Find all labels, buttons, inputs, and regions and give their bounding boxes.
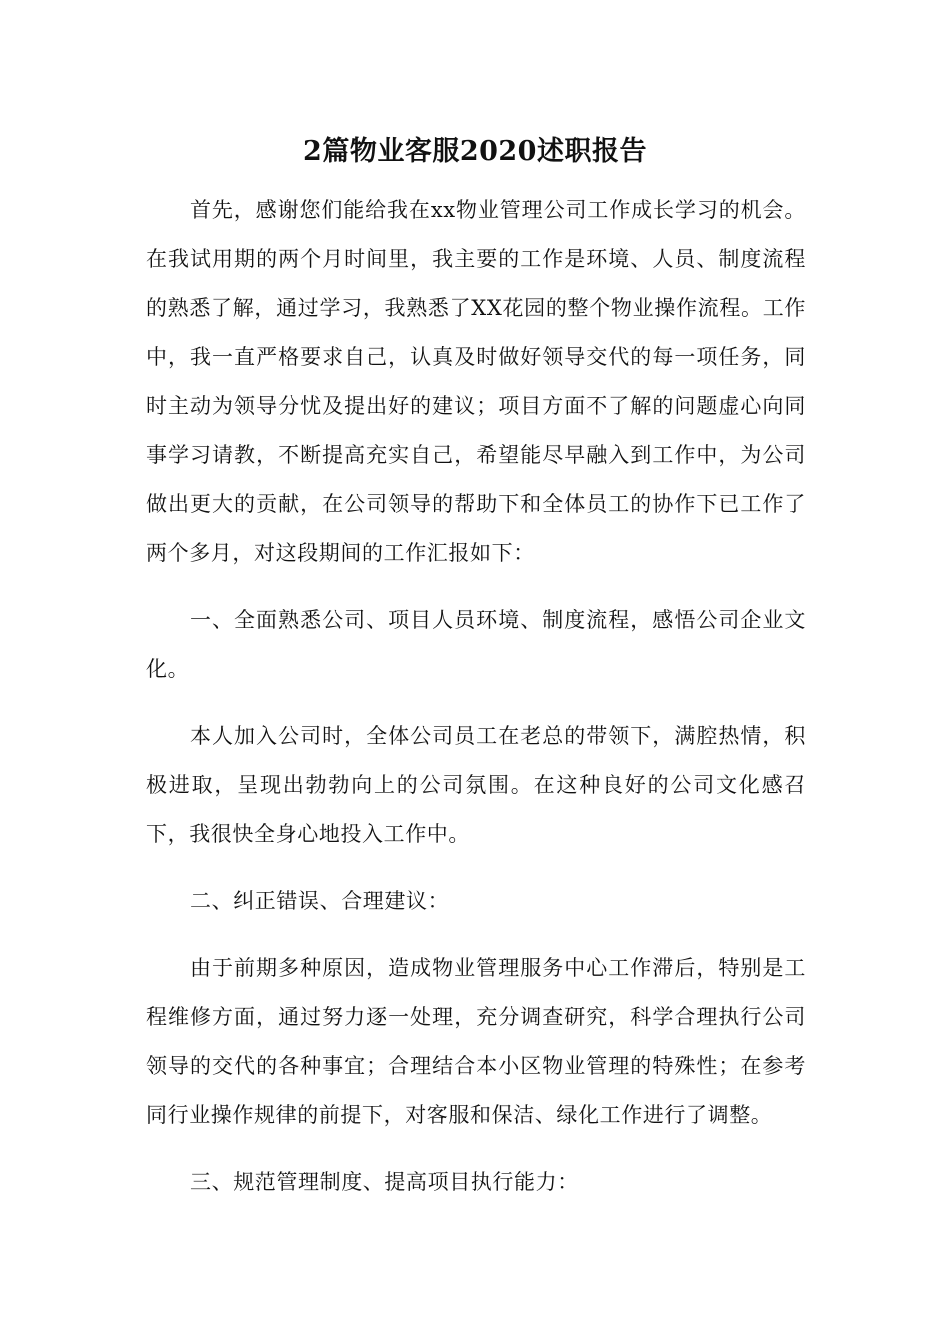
document-title: 2篇物业客服2020述职报告 [303,136,647,167]
section-heading-1: 一、全面熟悉公司、项目人员环境、制度流程，感悟公司企业文化。 [146,608,806,681]
section-heading-3: 三、规范管理制度、提高项目执行能力： [190,1170,579,1194]
section-heading-2: 二、纠正错误、合理建议： [190,889,450,913]
paragraph-intro: 首先，感谢您们能给我在xx物业管理公司工作成长学习的机会。在我试用期的两个月时间里，我主要的工作是环境、人员、制度流程的熟悉了解，通过学习，我熟悉了XX花园的整个物业操作流程。工作中，我一直严格要求自己，认真及时做好领导交代的每一项任务，同时主动为领导分忧及提出好的建议；项目方面不了解的问题虚心向同事学习请教，不断提高充实自己，希望能尽早融入到工作中，为公司做出更大的贡献，在公司领导的帮助下和全体员工的协作下已工作了两个多月，对这段期间的工作汇报如下： [146,198,806,565]
paragraph-section-1: 本人加入公司时，全体公司员工在老总的带领下，满腔热情，积极进取，呈现出勃勃向上的公司氛围。在这种良好的公司文化感召下，我很快全身心地投入工作中。 [146,724,806,846]
paragraph-section-2: 由于前期多种原因，造成物业管理服务中心工作滞后，特别是工程维修方面，通过努力逐一处理，充分调查研究，科学合理执行公司领导的交代的各种事宜；合理结合本小区物业管理的特殊性；在参考同行业操作规律的前提下，对客服和保洁、绿化工作进行了调整。 [146,956,806,1127]
document-body [146,186,806,1207]
